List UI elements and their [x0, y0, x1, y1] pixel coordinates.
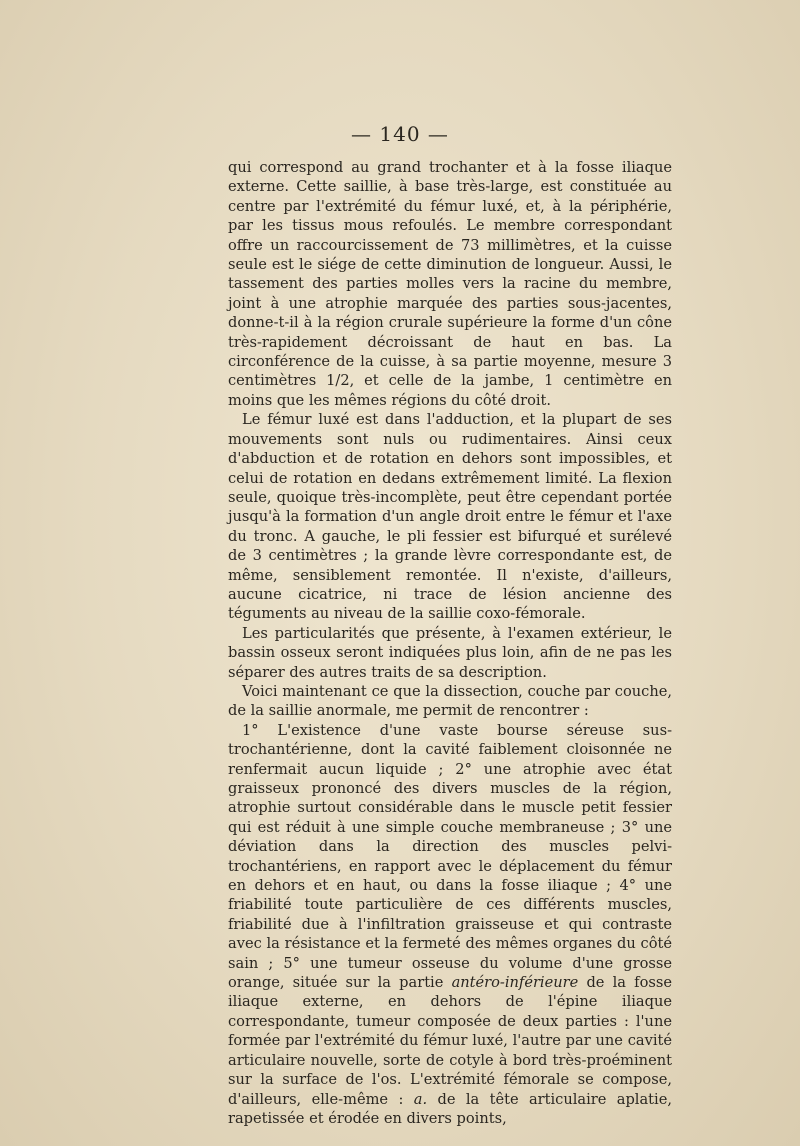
paragraph-5-text-c: de la tête articulaire aplatie, rapetissée et érodée en divers points,	[228, 1090, 672, 1127]
paragraph-4: Voici maintenant ce que la dissection, couche par couche, de la saillie anormale, me permit de rencontrer :	[228, 682, 672, 720]
page-number: — 140 —	[351, 122, 449, 146]
body-text	[228, 158, 672, 1128]
paragraph-5-text-b: de la fosse iliaque externe, en dehors de l'épine iliaque correspondante, tumeur composée de deux parties : l'une formée par l'extrémité du fémur luxé, l'autre par une cavité articulaire nouvelle, sorte de cotyle à bord très-proéminent sur la surface de l'os. L'extrémité fémorale se compose, d'ailleurs, elle-même :	[228, 974, 672, 1108]
paragraph-5-text-a: 1° L'existence d'une vaste bourse séreuse sus-trochantérienne, dont la cavité faiblement cloisonnée ne renfermait aucun liquide ; 2° une atrophie avec état graisseux prononcé des divers muscles de la région, atrophie surtout considérable dans le muscle petit fessier qui est réduit à une simple couche membraneuse ; 3° une déviation dans la direction des muscles pelvi-trochantériens, en rapport avec le déplacement du fémur en dehors et en haut, ou dans la fosse iliaque ; 4° une friabilité toute particulière de ces différents muscles, friabilité due à l'infiltration graisseuse et qui contraste avec la résistance et la fermeté des mêmes organes du côté sain ; 5° une tumeur osseuse du volume d'une grosse orange, située sur la partie	[228, 721, 672, 992]
paragraph-5-italic-b: a.	[413, 1090, 428, 1108]
paragraph-3: Les particularités que présente, à l'examen extérieur, le bassin osseux seront indiquées plus loin, afin de ne pas les séparer des autres traits de sa description.	[228, 624, 672, 681]
paragraph-5-italic-a: antéro-inférieure	[451, 974, 579, 992]
paragraph-5	[228, 721, 672, 1129]
paragraph-1: qui correspond au grand trochanter et à la fosse iliaque externe. Cette saillie, à base très-large, est constituée au centre par l'extrémité du fémur luxé, et, à la périphérie, par les tissus mous refoulés. Le membre correspondant offre un raccourcissement de 73 millimètres, et la cuisse seule est le siége de cette diminution de longueur. Aussi, le tassement des parties molles vers la racine du membre, joint à une atrophie marquée des parties sous-jacentes, donne-t-il à la région crurale supérieure la forme d'un cône très-rapidement décroissant de haut en bas. La circonférence de la cuisse, à sa partie moyenne, mesure 3 centimètres 1/2, et celle de la jambe, 1 centimètre en moins que les mêmes régions du côté droit.	[228, 159, 672, 409]
paragraph-2: Le fémur luxé est dans l'adduction, et la plupart de ses mouvements sont nuls ou rudimentaires. Ainsi ceux d'abduction et de rotation en dehors sont impossibles, et celui de rotation en dedans extrêmement limité. La flexion seule, quoique très-incomplète, peut être cependant portée jusqu'à la formation d'un angle droit entre le fémur et l'axe du tronc. A gauche, le pli fessier est bifurqué et surélevé de 3 centimètres ; la grande lèvre correspondante est, de même, sensiblement remontée. Il n'existe, d'ailleurs, aucune cicatrice, ni trace de lésion ancienne des téguments au niveau de la saillie coxo-fémorale.	[228, 411, 672, 623]
